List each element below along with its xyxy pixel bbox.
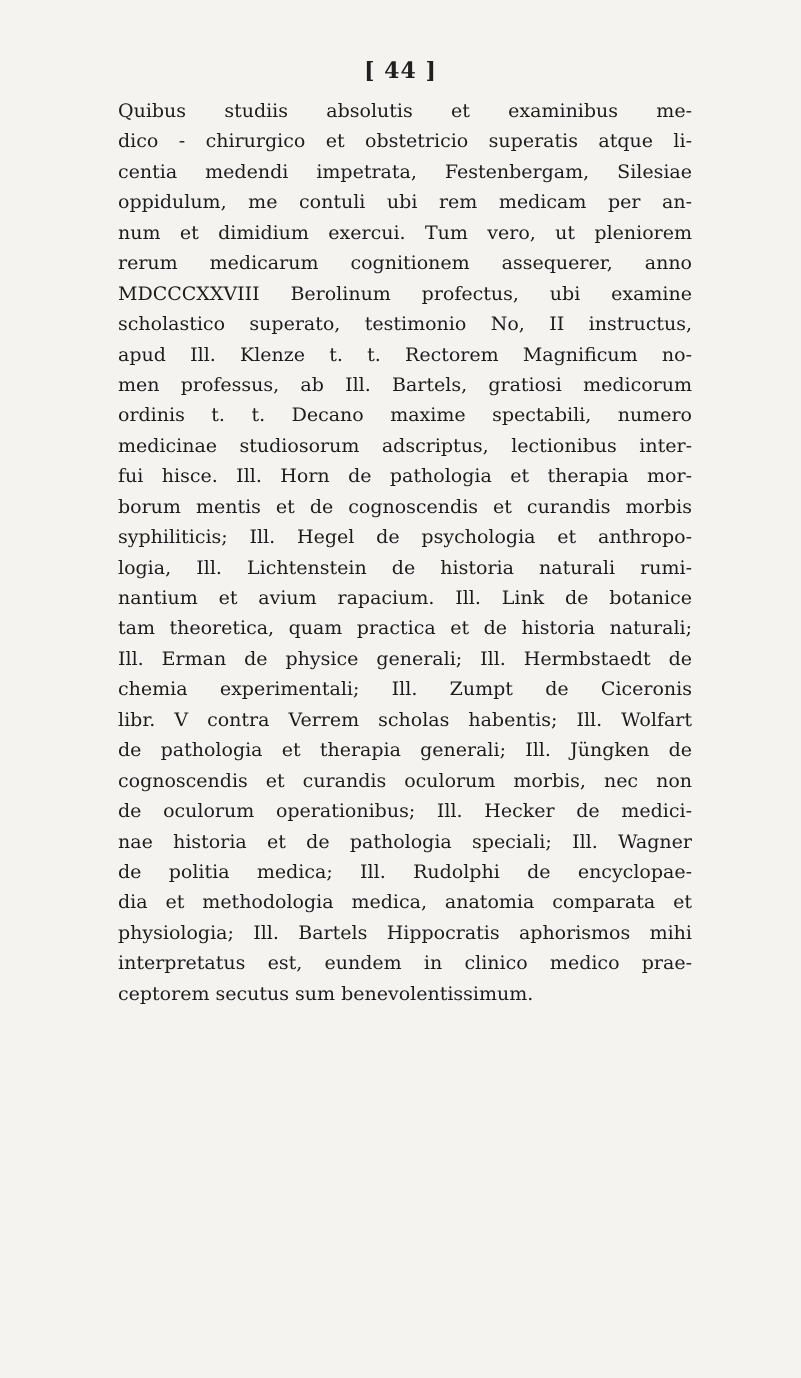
text-line: physiologia; Ill. Bartels Hippocratis aphorismos mihi — [118, 921, 692, 944]
text-line: nae historia et de pathologia speciali; Ill. Wagner — [118, 830, 692, 853]
text-line: chemia experimentali; Ill. Zumpt de Ciceronis — [118, 678, 692, 701]
text-line: centia medendi impetrata, Festenbergam, Silesiae — [118, 160, 692, 183]
text-line: apud Ill. Klenze t. t. Rectorem Magnificum no- — [118, 343, 692, 366]
text-line: medicinae studiosorum adscriptus, lectionibus inter- — [118, 434, 692, 457]
text-line: oppidulum, me contuli ubi rem medicam per an- — [118, 191, 692, 214]
text-line: ordinis t. t. Decano maxime spectabili, numero — [118, 404, 692, 427]
text-line: interpretatus est, eundem in clinico medico prae- — [118, 952, 692, 975]
text-line: syphiliticis; Ill. Hegel de psychologia et anthropo- — [118, 526, 692, 549]
text-line: scholastico superato, testimonio No, II instructus, — [118, 313, 692, 336]
text-line: fui hisce. Ill. Horn de pathologia et therapia mor- — [118, 465, 692, 488]
text-line: ceptorem secutus sum benevolentissimum. — [118, 982, 534, 1005]
text-line: dia et methodologia medica, anatomia comparata et — [118, 891, 692, 914]
text-line: de oculorum operationibus; Ill. Hecker de medici- — [118, 800, 692, 823]
text-line: Ill. Erman de physice generali; Ill. Hermbstaedt de — [118, 647, 692, 670]
text-line: libr. V contra Verrem scholas habentis; Ill. Wolfart — [118, 708, 692, 731]
text-line: de politia medica; Ill. Rudolphi de encyclopae- — [118, 860, 692, 883]
text-line: num et dimidium exercui. Tum vero, ut pleniorem — [118, 221, 692, 244]
text-line: MDCCCXXVIII Berolinum profectus, ubi examine — [118, 282, 692, 305]
text-line: tam theoretica, quam practica et de historia naturali; — [118, 617, 692, 640]
text-line: men professus, ab Ill. Bartels, gratiosi medicorum — [118, 373, 692, 396]
body-text — [118, 96, 692, 1009]
page-number: [ 44 ] — [364, 58, 437, 84]
text-line: de pathologia et therapia generali; Ill. Jüngken de — [118, 739, 692, 762]
text-line: rerum medicarum cognitionem assequerer, anno — [118, 252, 692, 275]
text-line: cognoscendis et curandis oculorum morbis, nec non — [118, 769, 692, 792]
text-line: dico - chirurgico et obstetricio superatis atque li- — [118, 130, 692, 153]
text-line: Quibus studiis absolutis et examinibus me- — [118, 100, 692, 122]
text-line: nantium et avium rapacium. Ill. Link de botanice — [118, 587, 692, 609]
text-line: logia, Ill. Lichtenstein de historia naturali rumi- — [118, 556, 692, 579]
text-line: borum mentis et de cognoscendis et curandis morbis — [118, 495, 692, 518]
